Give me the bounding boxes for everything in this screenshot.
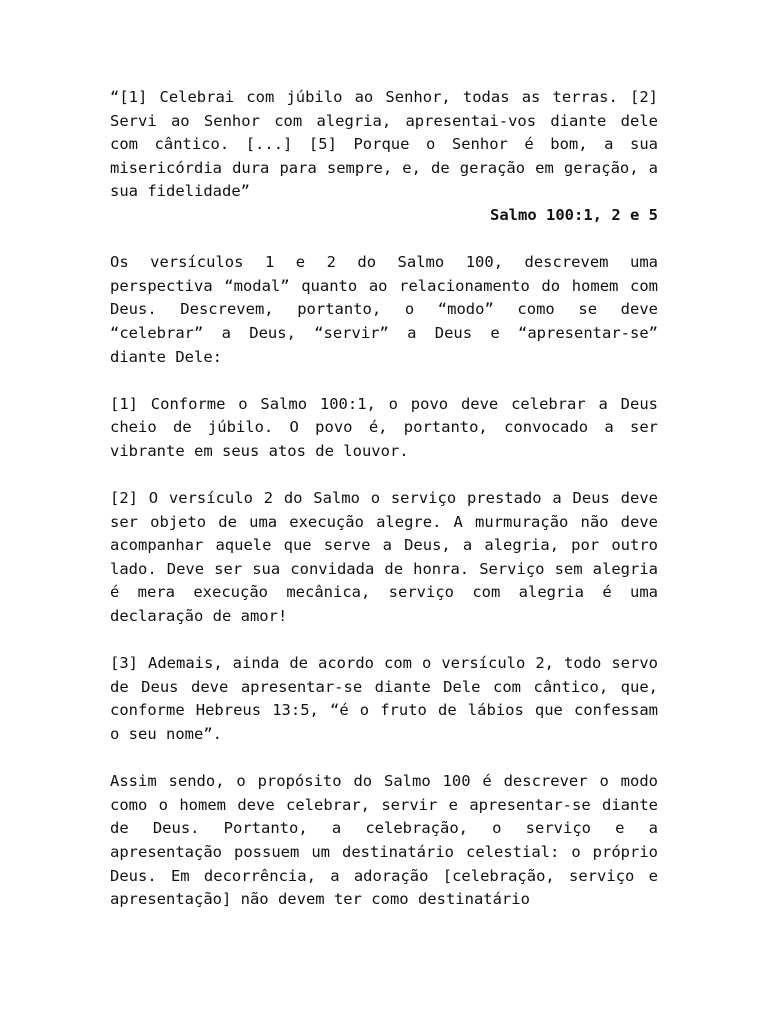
paragraph-conclusion: Assim sendo, o propósito do Salmo 100 é descrever o modo como o homem deve celebrar, servir e apresentar-se diante de Deus. Portanto, a celebração, o serviço e a apresentação possuem um destinatário celestial: o próprio Deus. Em decorrência, a adoração [celebração, serviço e apresentação] não devem ter como destinatário (110, 772, 658, 909)
paragraph-point-2: [2] O versículo 2 do Salmo o serviço prestado a Deus deve ser objeto de uma execução alegre. A murmuração não deve acompanhar aquele que serve a Deus, a alegria, por outro lado. Deve ser sua convidada de honra. Serviço sem alegria é mera execução mecânica, serviço com alegria é uma declaração de amor! (110, 489, 658, 626)
psalm-reference: Salmo 100:1, 2 e 5 (490, 205, 658, 224)
paragraph-point-1: [1] Conforme o Salmo 100:1, o povo deve celebrar a Deus cheio de júbilo. O povo é, portanto, convocado a ser vibrante em seus atos de louvor. (110, 394, 658, 460)
document-page (110, 86, 658, 912)
paragraph-intro: Os versículos 1 e 2 do Salmo 100, descrevem uma perspectiva “modal” quanto ao relacionamento do homem com Deus. Descrevem, portanto, o “modo” como se deve “celebrar” a Deus, “servir” a Deus e “apresentar-se” diante Dele: (110, 253, 658, 366)
psalm-quote: “[1] Celebrai com júbilo ao Senhor, todas as terras. [2] Servi ao Senhor com alegria, apresentai-vos diante dele com cântico. [...] [5] Porque o Senhor é bom, a sua misericórdia dura para sempre, e, de geração em geração, a sua fidelidade” (110, 88, 658, 201)
paragraph-point-3: [3] Ademais, ainda de acordo com o versículo 2, todo servo de Deus deve apresentar-se diante Dele com cântico, que, conforme Hebreus 13:5, “é o fruto de lábios que confessam o seu nome”. (110, 654, 658, 744)
